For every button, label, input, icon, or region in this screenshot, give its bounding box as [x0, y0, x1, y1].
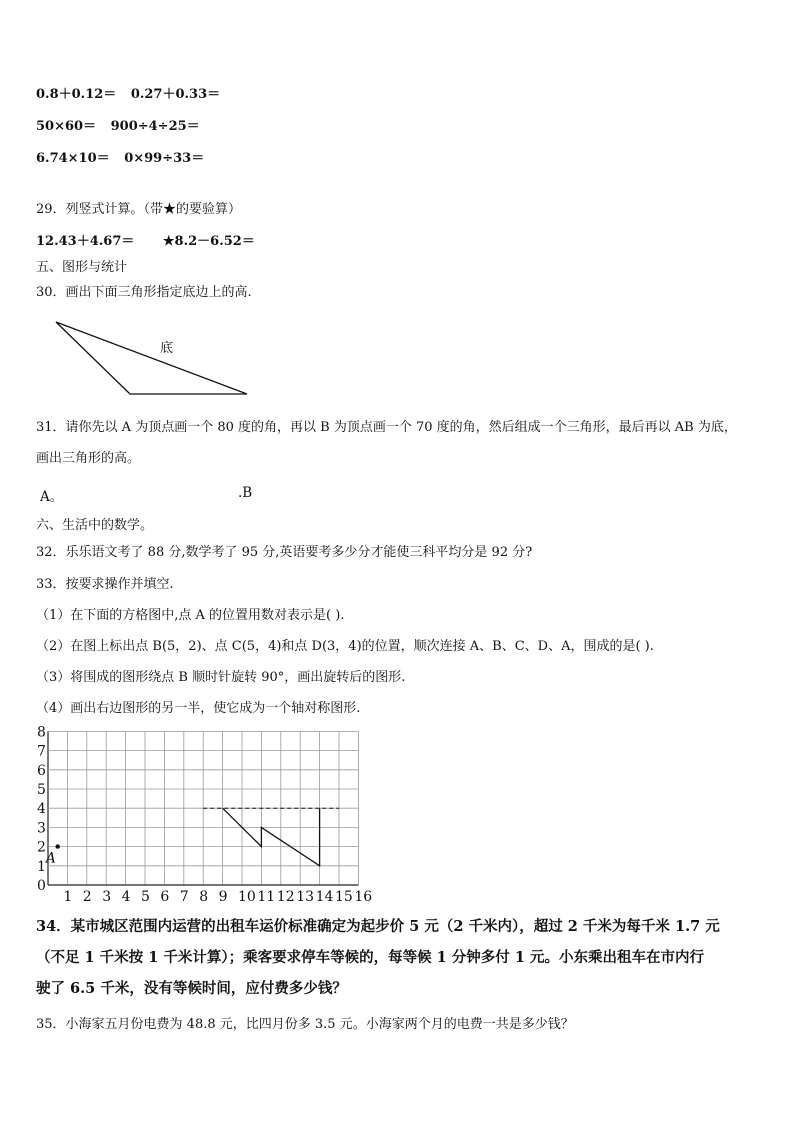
- x-tick-label: 5: [141, 889, 150, 905]
- x-tick-label: 1: [63, 889, 73, 905]
- y-tick-label: 7: [37, 743, 46, 760]
- point-a-label: A: [45, 850, 56, 867]
- x-tick-label: 9: [218, 889, 228, 905]
- half-figure: [223, 808, 320, 866]
- q30-text: 30．画出下面三角形指定底边上的高.: [36, 285, 252, 300]
- arith-1a: 0.8＋0.12＝: [36, 87, 117, 102]
- point-b-label: .B: [238, 485, 253, 501]
- y-tick-label: 5: [37, 782, 46, 798]
- q31-line-1: 31．请你先以 A 为顶点画一个 80 度的角，再以 B 为顶点画一个 70 度的角，然后组成一个三角形，最后再以 AB 为底，: [36, 420, 737, 435]
- q34-line-2: （不足 1 千米按 1 千米计算）；乘客要求停车等候的，每等候 1 分钟多付 1 元。小东乘出租车在市内行: [36, 949, 704, 966]
- x-tick-label: 7: [179, 889, 189, 905]
- q31-line-2: 画出三角形的高。: [36, 451, 141, 466]
- x-tick-label: 4: [121, 889, 131, 905]
- x-tick-label: 6: [160, 889, 170, 905]
- y-tick-label: 6: [37, 762, 46, 779]
- q35-text: 35．小海家五月份电费为 48.8 元，比四月份多 3.5 元。小海家两个月的电费一共是多少钱？: [36, 1017, 574, 1032]
- arith-3a: 6.74×10＝: [36, 151, 110, 166]
- y-tick-label: 1: [37, 858, 46, 875]
- x-tick-label: 14: [315, 889, 334, 905]
- x-tick-label: 12: [276, 889, 295, 905]
- q34-line-1: 34．某市城区范围内运营的出租车运价标准确定为起步价 5 元（2 千米内），超过 2 千米为每千米 1.7 元: [36, 918, 720, 935]
- y-tick-label: 4: [37, 801, 46, 818]
- q32-text: 32．乐乐语文考了 88 分,数学考了 95 分,英语要考多少分才能使三科平均分是 92 分?: [36, 545, 533, 560]
- y-tick-label: 8: [37, 724, 46, 741]
- arith-3b: 0×99÷33＝: [124, 151, 205, 166]
- q29-title: 29．列竖式计算。（带★的要验算）: [36, 202, 242, 217]
- x-tick-label: 8: [199, 889, 209, 905]
- q33-title: 33．按要求操作并填空.: [36, 577, 174, 592]
- section-5-heading: 五、图形与统计: [36, 260, 128, 275]
- y-tick-label: 2: [37, 839, 46, 856]
- x-tick-label: 15: [335, 889, 353, 905]
- arith-2b: 900÷4÷25＝: [110, 119, 200, 134]
- arith-2a: 50×60＝: [36, 119, 97, 134]
- arith-1b: 0.27＋0.33＝: [130, 87, 221, 102]
- section-6-heading: 六、生活中的数学。: [36, 518, 154, 533]
- q33-step-2: （2）在图上标出点 B(5，2)、点 C(5，4)和点 D(3，4)的位置，顺次连接 A、B、C、D、A，围成的是( ).: [36, 639, 654, 654]
- x-tick-label: 3: [102, 889, 112, 905]
- point-a-label: A。: [40, 489, 64, 505]
- q29-b: ★8.2－6.52＝: [162, 234, 255, 249]
- y-tick-label: 3: [37, 820, 46, 837]
- point-a-dot: [56, 844, 60, 848]
- x-tick-label: 13: [296, 889, 315, 905]
- x-tick-label: 16: [354, 889, 373, 905]
- y-tick-label: 0: [37, 878, 46, 894]
- x-tick-label: 10: [238, 889, 256, 905]
- triangle-base-label: 底: [160, 341, 174, 356]
- q33-step-3: （3）将围成的图形绕点 B 顺时针旋转 90°，画出旋转后的图形.: [36, 670, 406, 685]
- q29-a: 12.43＋4.67＝: [36, 234, 135, 249]
- x-tick-label: 11: [257, 889, 276, 905]
- q34-line-3: 驶了 6.5 千米，没有等候时间，应付费多少钱？: [36, 980, 347, 997]
- q33-step-4: （4）画出右边图形的另一半，使它成为一个轴对称图形.: [36, 701, 361, 716]
- q33-step-1: （1）在下面的方格图中,点 A 的位置用数对表示是( ).: [36, 608, 345, 623]
- x-tick-label: 2: [82, 889, 92, 905]
